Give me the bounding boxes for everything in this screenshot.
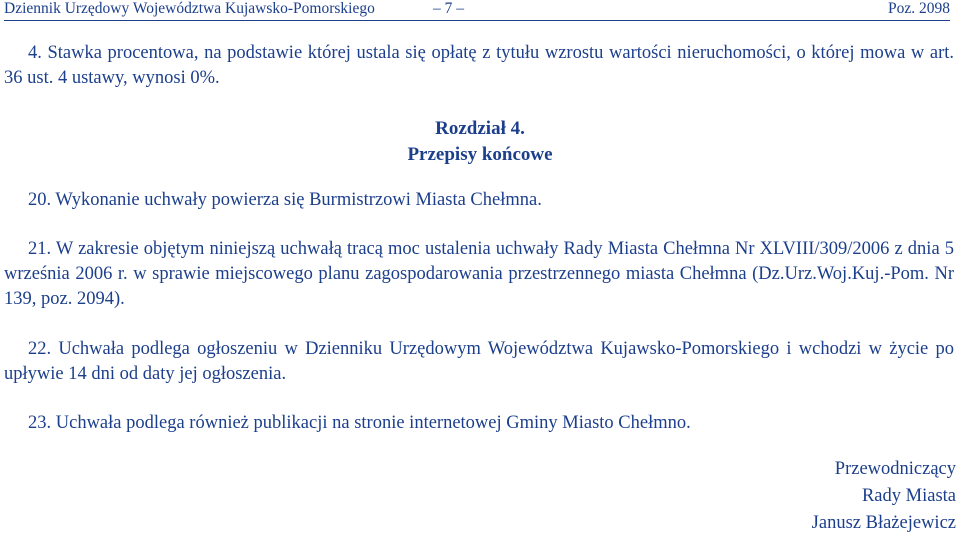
chapter-title: Przepisy końcowe — [407, 144, 553, 165]
signature-role: Przewodniczący — [834, 459, 956, 479]
page-number: – 7 – — [433, 0, 464, 17]
signature-block — [812, 456, 956, 537]
paragraph-22-text: 22. Uchwała podlega ogłoszeniu w Dzienniku Urzędowym Województwa Kujawsko-Pomorskiego i wchodzi w życie po upływie 14 dni od daty jej ogłoszenia. — [4, 339, 954, 384]
paragraph-20 — [4, 188, 954, 213]
position-number: Poz. 2098 — [888, 0, 950, 17]
paragraph-20-text: 20. Wykonanie uchwały powierza się Burmistrzowi Miasta Chełmna. — [28, 190, 542, 210]
journal-title: Dziennik Urzędowy Województwa Kujawsko-Pomorskiego — [4, 0, 375, 17]
page-header — [4, 0, 950, 21]
signature-name: Janusz Błażejewicz — [811, 513, 956, 533]
paragraph-23-text: 23. Uchwała podlega również publikacji na stronie internetowej Gminy Miasto Chełmno. — [28, 413, 691, 433]
paragraph-4-text: 4. Stawka procentowa, na podstawie której ustala się opłatę z tytułu wzrostu wartości nieruchomości, o której mowa w art. 36 ust. 4 ustawy, wynosi 0%. — [4, 43, 954, 88]
chapter-number: Rozdział 4. — [435, 118, 525, 139]
paragraph-23 — [4, 411, 954, 436]
paragraph-4 — [4, 41, 954, 91]
paragraph-21 — [4, 237, 954, 312]
paragraph-21-text: 21. W zakresie objętym niniejszą uchwałą tracą moc ustalenia uchwały Rady Miasta Chełmna Nr XLVIII/309/2006 z dnia 5 września 2006 r. w sprawie miejscowego planu zagospodarowania przestrzennego miasta Chełmna (Dz.Urz.Woj.Kuj.-Pom. Nr 139, poz. 2094). — [4, 239, 954, 309]
signature-body: Rady Miasta — [861, 486, 956, 506]
paragraph-22 — [4, 337, 954, 387]
